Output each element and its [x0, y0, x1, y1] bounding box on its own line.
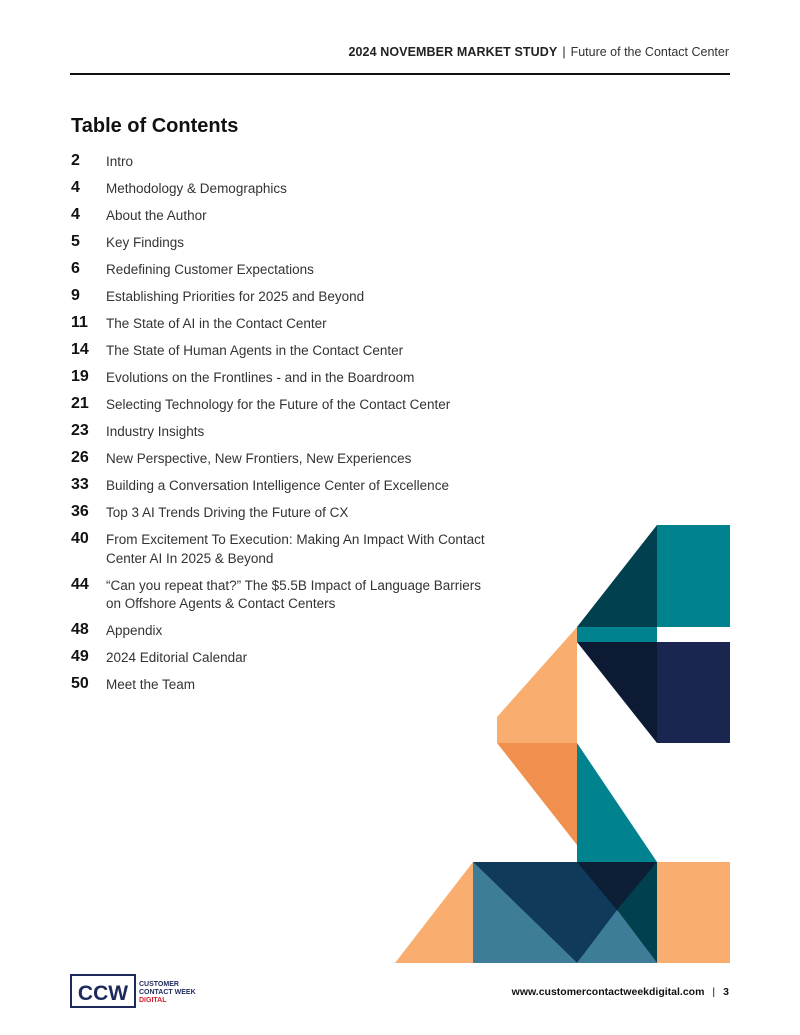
- toc-entry-label: Methodology & Demographics: [106, 181, 287, 196]
- art-triangle-orange: [497, 743, 577, 845]
- toc-entry-label: Appendix: [106, 623, 163, 638]
- toc-entry-label: Top 3 AI Trends Driving the Future of CX: [106, 505, 349, 520]
- toc-page-number: 19: [71, 368, 89, 385]
- header-separator: |: [562, 45, 566, 59]
- art-square-navy: [657, 642, 730, 743]
- toc-page-number: 11: [71, 314, 88, 331]
- toc-entry-label: New Perspective, New Frontiers, New Experiences: [106, 451, 412, 466]
- toc-entry-label: Meet the Team: [106, 677, 196, 692]
- toc-entry-label: Evolutions on the Frontlines - and in the Boardroom: [106, 370, 415, 385]
- toc-page-number: 26: [71, 449, 89, 466]
- art-triangle-teal-mid: [577, 743, 657, 862]
- toc-page-number: 21: [71, 395, 89, 412]
- study-subtitle: Future of the Contact Center: [570, 45, 729, 59]
- toc-page-number: 23: [71, 422, 89, 439]
- toc-page-number: 49: [71, 648, 89, 665]
- toc-entry-label: Industry Insights: [106, 424, 205, 439]
- toc-entry-label: Establishing Priorities for 2025 and Beyond: [106, 289, 365, 304]
- footer-separator: |: [712, 986, 716, 998]
- toc-page-number: 14: [71, 341, 89, 358]
- page-footer: [512, 986, 729, 998]
- art-triangle-light-orange: [497, 627, 577, 743]
- toc-page-number: 2: [71, 152, 80, 169]
- art-triangle-dark-teal: [577, 525, 657, 627]
- toc-entry-label: Key Findings: [106, 235, 185, 250]
- toc-entry-label: The State of Human Agents in the Contact Center: [106, 343, 404, 358]
- toc-entry-label: The State of AI in the Contact Center: [106, 316, 327, 331]
- toc-entry-label: From Excitement To Execution: Making An Impact With Contact Center AI In 2025 & Beyond: [106, 532, 485, 566]
- toc-page-number: 9: [71, 287, 80, 304]
- toc-entry-label: Selecting Technology for the Future of the Contact Center: [106, 397, 451, 412]
- toc-entry-label: Intro: [106, 154, 134, 169]
- toc-page-number: 44: [71, 575, 89, 593]
- art-strip-teal: [577, 627, 657, 642]
- footer-url[interactable]: www.customercontactweekdigital.com: [511, 986, 705, 998]
- toc-page-number: 4: [71, 179, 80, 196]
- toc-entry-label: About the Author: [106, 208, 207, 223]
- logo-line-3: DIGITAL: [139, 997, 167, 1004]
- toc-entry-label: Redefining Customer Expectations: [106, 262, 314, 277]
- art-triangle-bottom-orange-left: [395, 862, 473, 963]
- logo-mark: CCW: [77, 982, 129, 1005]
- ccw-logo: [70, 974, 210, 1010]
- logo-line-2: CONTACT WEEK: [139, 989, 196, 996]
- art-square-bottom-orange: [657, 862, 730, 963]
- study-title: 2024 NOVEMBER MARKET STUDY: [348, 45, 558, 59]
- logo-line-1: CUSTOMER: [139, 981, 179, 988]
- toc-page-number: 6: [71, 260, 80, 277]
- toc-page-number: 48: [71, 621, 89, 638]
- toc-page-number: 4: [71, 206, 80, 223]
- toc-title: Table of Contents: [71, 115, 239, 137]
- toc-page-number: 40: [71, 530, 89, 547]
- toc-page-number: 36: [71, 503, 89, 520]
- toc-page-number: 5: [71, 233, 80, 250]
- toc-page-number: 33: [71, 476, 89, 493]
- art-triangle-deep-navy: [577, 642, 657, 743]
- toc-entry-label: Building a Conversation Intelligence Center of Excellence: [106, 478, 449, 493]
- toc-entry-label: 2024 Editorial Calendar: [106, 650, 248, 665]
- toc-page-number: 50: [71, 675, 89, 692]
- toc-entry-label: “Can you repeat that?” The $5.5B Impact of Language Barriers on Offshore Agents & Contact Centers: [106, 577, 481, 611]
- art-square-teal: [657, 525, 730, 627]
- page-number: 3: [723, 986, 729, 998]
